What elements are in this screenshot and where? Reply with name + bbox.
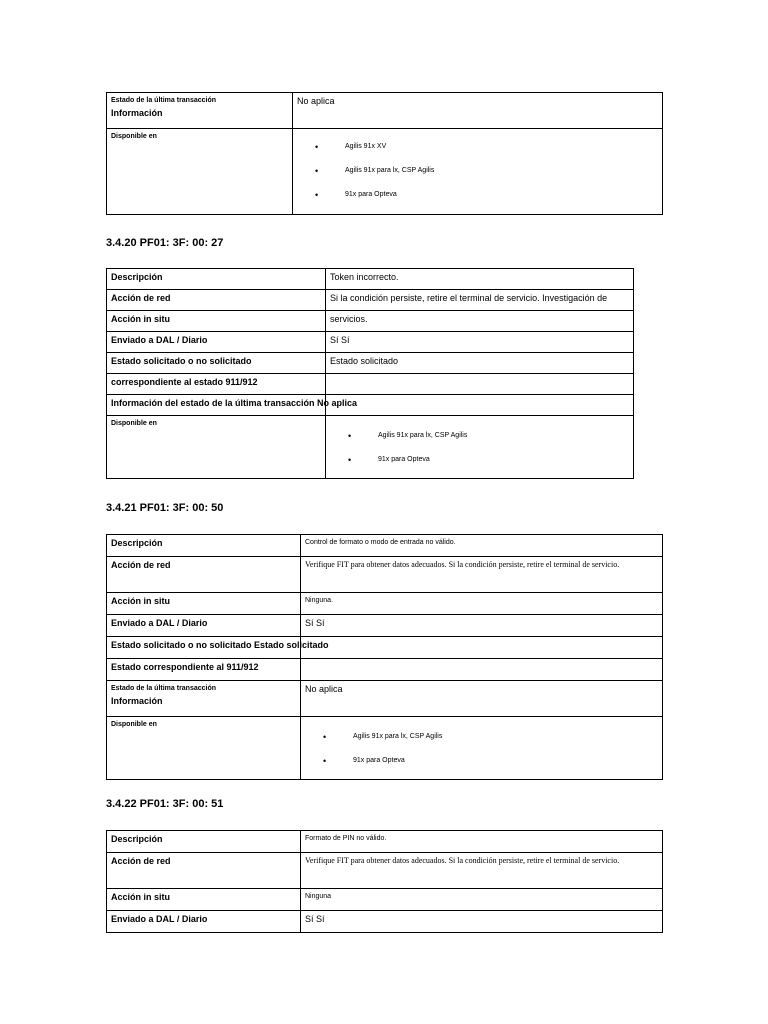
value-cell: Verifique FIT para obtener datos adecuados. Si la condición persiste, retire el terminal de servicio. [301,557,663,593]
value-cell [293,129,663,215]
list-item: • Agilis 91x para lx, CSP Agilis [323,732,443,742]
list-item: • Agilis 91x para lx, CSP Agilis [348,431,468,441]
label-cell: Acción in situ [107,311,326,332]
value-cell: Sí Sí [301,911,663,933]
label-cell: Acción de red [107,557,301,593]
value-cell: servicios. [326,311,634,332]
label-text: Estado de la última transacción [111,97,217,104]
value-cell: Control de formato o modo de entrada no válido. [301,535,663,557]
bullet-icon: • [315,166,319,176]
section-heading: 3.4.20 PF01: 3F: 00: 27 [106,237,224,249]
bullet-icon: • [323,732,327,742]
value-cell [301,637,663,659]
value-cell: Formato de PIN no válido. [301,831,663,853]
bullet-icon: • [348,455,352,465]
section-heading: 3.4.21 PF01: 3F: 00: 50 [106,502,224,514]
label-cell: Acción in situ [107,593,301,615]
label-cell: Enviado a DAL / Diario [107,911,301,933]
value-cell: Si la condición persiste, retire el terminal de servicio. Investigación de [326,290,634,311]
label-cell: Disponible en [107,416,326,479]
value-cell [301,659,663,681]
value-cell: No aplica [293,93,663,129]
value-cell: Verifique FIT para obtener datos adecuados. Si la condición persiste, retire el terminal de servicio. [301,853,663,889]
list-item: • 91x para Opteva [315,190,397,200]
list-item: • Agilis 91x XV [315,142,387,152]
label-cell: Enviado a DAL / Diario [107,332,326,353]
table-pf01-51 [106,830,663,933]
bullet-icon: • [323,756,327,766]
list-item: • 91x para Opteva [323,756,405,766]
label-cell: Descripción [107,269,326,290]
available-list [323,731,662,779]
value-cell: No aplica [301,681,663,717]
label-text: Información [111,696,163,706]
value-cell: Estado solicitado [326,353,634,374]
label-cell: Acción de red [107,853,301,889]
value-cell: Sí Sí [326,332,634,353]
table-pf01-27 [106,268,634,479]
available-list [315,141,662,213]
value-cell [326,416,634,479]
list-item: • 91x para Opteva [348,455,430,465]
label-cell: Acción de red [107,290,326,311]
label-text: Estado de la última transacción [111,685,217,692]
value-cell [326,395,634,416]
value-cell: Ninguna [301,889,663,911]
section-heading: 3.4.22 PF01: 3F: 00: 51 [106,798,224,810]
table-pf01-50 [106,534,663,780]
value-cell: Sí Sí [301,615,663,637]
table-last-transaction [106,92,663,215]
label-text: Información [111,108,163,118]
label-cell: Disponible en [107,717,301,780]
label-cell: Estado solicitado o no solicitado [107,353,326,374]
list-item: • Agilis 91x para lx, CSP Agilis [315,166,435,176]
bullet-icon: • [348,431,352,441]
label-cell: correspondiente al estado 911/912 [107,374,326,395]
label-cell: Estado solicitado o no solicitado Estado solicitado [107,637,301,659]
label-cell: Disponible en [107,129,293,215]
value-cell [326,374,634,395]
label-cell: Información del estado de la última transacción No aplica [107,395,326,416]
bullet-icon: • [315,190,319,200]
label-cell: Enviado a DAL / Diario [107,615,301,637]
label-cell [107,93,293,129]
label-cell: Descripción [107,535,301,557]
value-cell: Token incorrecto. [326,269,634,290]
label-cell [107,681,301,717]
label-cell: Estado correspondiente al 911/912 [107,659,301,681]
bullet-icon: • [315,142,319,152]
value-cell [301,717,663,780]
value-cell: Ninguna. [301,593,663,615]
label-cell: Acción in situ [107,889,301,911]
available-list [348,430,633,478]
label-cell: Descripción [107,831,301,853]
